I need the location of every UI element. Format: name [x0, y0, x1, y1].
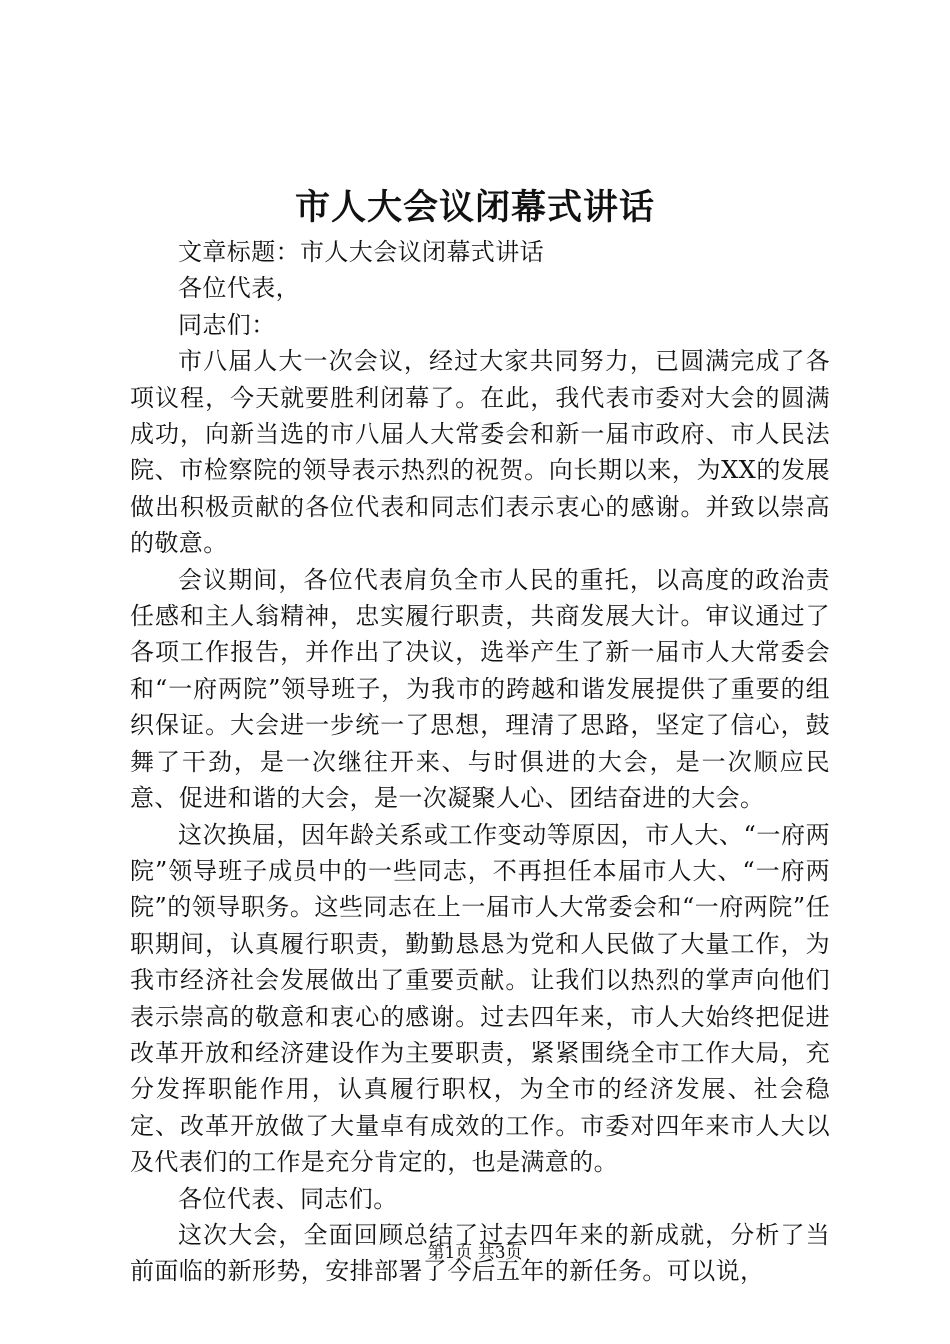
paragraph-article-title: 文章标题：市人大会议闭幕式讲话	[178, 238, 544, 266]
paragraph-salutation: 各位代表、同志们。	[178, 1184, 398, 1213]
page-footer: 第1页 共3页	[427, 1243, 523, 1263]
paragraph-body: 这次大会，全面回顾总结了过去四年来的新成就，分析了当前面临的新形势，安排部署了今后五年的新任务。可以说，	[130, 1220, 830, 1286]
document-title: 市人大会议闭幕式讲话	[294, 187, 655, 228]
paragraph-body: 这次换届，因年龄关系或工作变动等原因，市人大、“一府两院”领导班子成员中的一些同志，不再担任本届市人大、“一府两院”的领导职务。这些同志在上一届市人大常委会和“一府两院”任职期间，认真履行职责，勤勤恳恳为党和人民做了大量工作，为我市经济社会发展做出了重要贡献。让我们以热烈的掌声向他们表示崇高的敬意和衷心的感谢。过去四年来，市人大始终把促进改革开放和经济建设作为主要职责，紧紧围绕全市工作大局，充分发挥职能作用，认真履行职权，为全市的经济发展、社会稳定、改革开放做了大量卓有成效的工作。市委对四年来市人大以及代表们的工作是充分肯定的，也是满意的。	[130, 820, 830, 1177]
paragraph-salutation-comrades: 同志们：	[178, 310, 276, 339]
paragraph-body: 市八届人大一次会议，经过大家共同努力，已圆满完成了各项议程，今天就要胜利闭幕了。在此，我代表市委对大会的圆满成功，向新当选的市八届人大常委会和新一届市政府、市人民法院、市检察院的领导表示热烈的祝贺。向长期以来，为XX的发展做出积极贡献的各位代表和同志们表示衷心的感谢。并致以崇高的敬意。	[130, 347, 830, 558]
paragraph-salutation-delegates: 各位代表，	[178, 274, 300, 303]
paragraph-body: 会议期间，各位代表肩负全市人民的重托，以高度的政治责任感和主人翁精神，忠实履行职责，共商发展大计。审议通过了各项工作报告，并作出了决议，选举产生了新一届市人大常委会和“一府两院”领导班子，为我市的跨越和谐发展提供了重要的组织保证。大会进一步统一了思想，理清了思路，坚定了信心，鼓舞了干劲，是一次继往开来、与时俱进的大会，是一次顺应民意、促进和谐的大会，是一次凝聚人心、团结奋进的大会。	[130, 565, 830, 813]
document-body	[130, 234, 830, 1290]
